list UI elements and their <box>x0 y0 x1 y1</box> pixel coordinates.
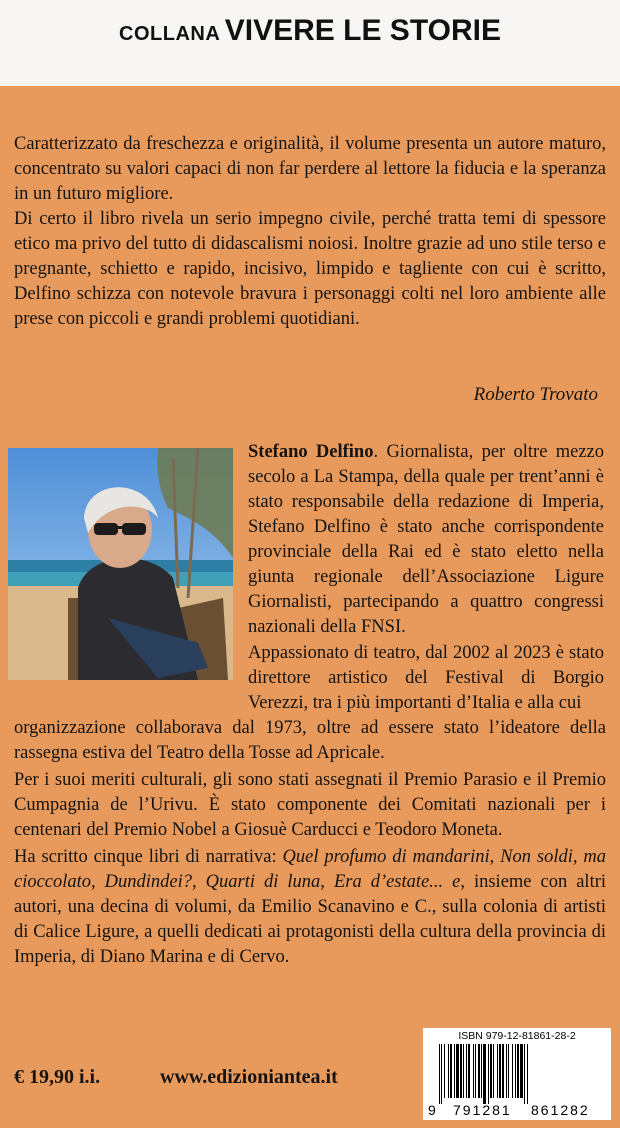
review-paragraph: Di certo il libro rivela un serio impegno civile, perché tratta temi di spessore etico ma privo del tutto di didascalismi noiosi. Inoltre grazie ad uno stile terso e pregnante, schietto e rapido, incisivo, limpido e tagliente con cui è scritto, Delfino schizza con notevole bravura i personaggi colti nel loro ambiente alle prese con piccoli e grandi problemi quotidiani. <box>14 209 606 329</box>
books-separator: , <box>192 872 206 892</box>
books-intro: Ha scritto cinque libri di narrativa: <box>14 847 283 867</box>
author-bio-intro: Stefano Delfino. Giornalista, per oltre mezzo secolo a La Stampa, della quale per trent’anni è stato responsabile della redazione di Imperia, Stefano Delfino è stato anche corrispondente provinciale della Rai ed è stato eletto nella giunta regionale dell’Associazione Ligure Giornalisti, partecipando a quattro congressi nazionali della FNSI. <box>248 442 605 637</box>
review-text <box>14 132 606 332</box>
series-title <box>0 14 620 48</box>
review-paragraph: Caratterizzato da freschezza e originalità, il volume presenta un autore maturo, concentrato su valori capaci di non far perdere al lettore la fiducia e la speranza in un futuro migliore. <box>14 134 606 204</box>
review-signature: Roberto Trovato <box>473 384 598 405</box>
author-bio-books <box>14 845 606 970</box>
series-header <box>0 0 620 86</box>
book-title: Era d’estate... e <box>333 872 461 892</box>
author-bio-theatre-start: Appassionato di teatro, dal 2002 al 2023 è stato direttore artistico del Festival di Borgio Verezzi, tra i più importanti d’Italia e alla cui <box>248 643 604 713</box>
author-name: Stefano Delfino <box>248 442 374 462</box>
barcode-digit-group: 861282 <box>531 1102 590 1118</box>
barcode-digit: 9 <box>428 1102 436 1118</box>
isbn-label: ISBN 979-12-81861-28-2 <box>458 1030 576 1042</box>
publisher-website: www.edizioniantea.it <box>160 1066 338 1088</box>
book-title: Non soldi, ma cioccolato, Dundindei? <box>14 847 606 892</box>
price: € 19,90 i.i. <box>14 1066 101 1088</box>
barcode-bars <box>427 1044 607 1104</box>
barcode <box>423 1028 611 1120</box>
barcode-digit-group: 791281 <box>453 1102 512 1118</box>
book-title: Quarti di luna <box>205 872 321 892</box>
books-separator: , <box>489 847 501 867</box>
book-title: Quel profumo di mandarini <box>282 847 490 867</box>
author-photo <box>8 448 233 680</box>
books-separator: , <box>320 872 334 892</box>
books-rest: , insieme con altri autori, una decina di volumi, da Emilio Scanavino e C., sulla colonia di artisti di Calice Ligure, a quelli dedicati ai protagonisti della cultura della provincia di Imperia, di Diano Marina e di Cervo. <box>14 872 607 967</box>
author-bio-theatre-end: organizzazione collaborava dal 1973, oltre ad essere stato l’ideatore della rassegna estiva del Teatro della Tosse ad Apricale. <box>14 718 606 763</box>
series-name: VIVERE LE STORIE <box>224 14 501 47</box>
author-bio-text: Giornalista, per oltre mezzo secolo a La Stampa, della quale per trent’anni è stato responsabile della redazione di Imperia, Stefano Delfino è stato anche corrispondente provinciale della Rai ed è stato eletto nella giunta regionale dell’Associazione Ligure Giornalisti, partecipando a quattro congressi nazionali della FNSI. <box>248 442 605 637</box>
author-bio-awards: Per i suoi meriti culturali, gli sono stati assegnati il Premio Parasio e il Premio Cumpagnia de l’Urivu. È stato componente dei Comitati nazionali per i centenari del Premio Nobel a Giosuè Carducci e Teodoro Moneta. <box>14 770 606 840</box>
series-label: COLLANA <box>119 23 221 45</box>
